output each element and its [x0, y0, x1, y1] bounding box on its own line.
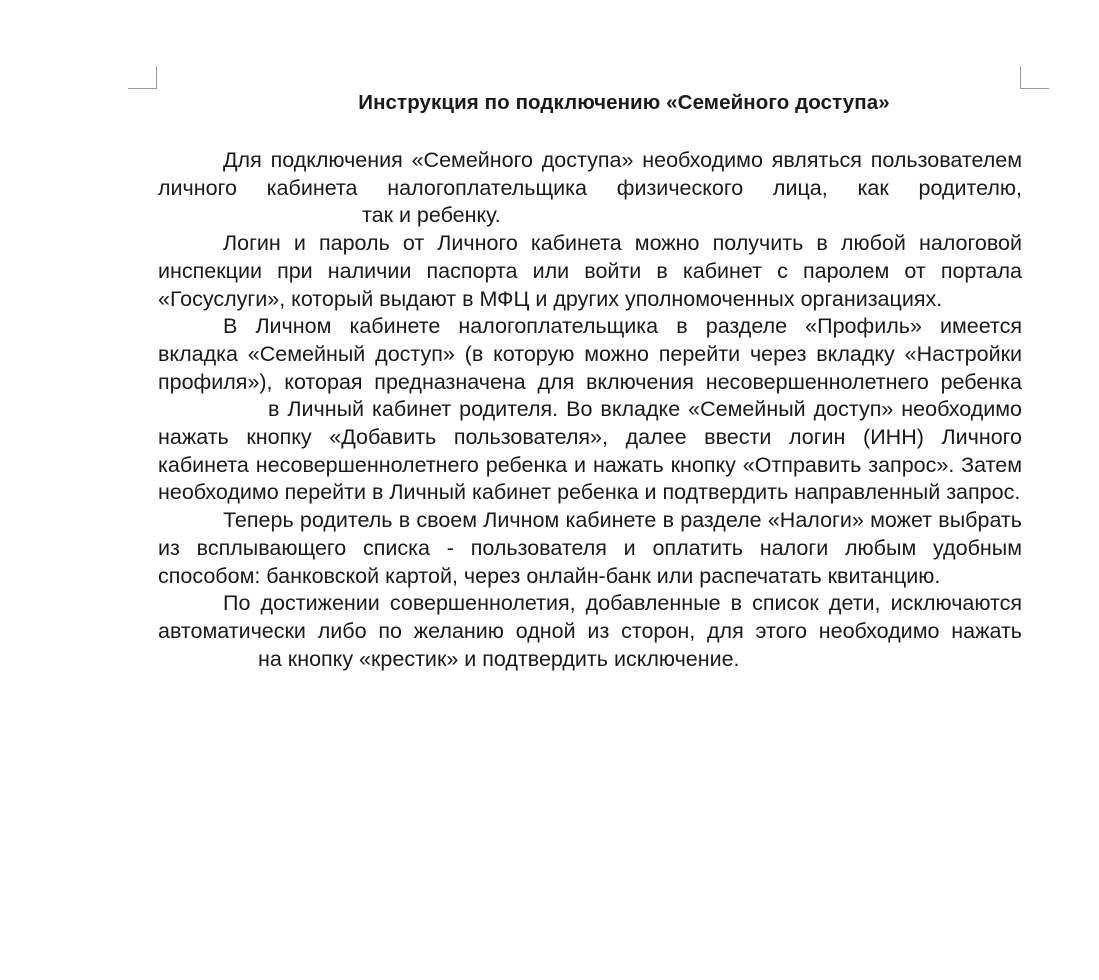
paragraph-1 — [158, 147, 1022, 230]
paragraph-1-part-1: Для подключения «Семейного доступа» необходимо являться пользователем личного кабинета налогоплательщика физического лица, как родителю, — [158, 148, 1022, 200]
page-margin-corner-top-left — [128, 66, 157, 89]
document-title: Инструкция по подключению «Семейного доступа» — [358, 91, 890, 114]
paragraph-5-part-2: на кнопку «крестик» и подтвердить исключение. — [258, 646, 740, 671]
paragraph-4: Теперь родитель в своем Личном кабинете в разделе «Налоги» может выбрать из всплывающего списка - пользователя и оплатить налоги любым удобным способом: банковской картой, через онлайн-банк или распечатать квитанцию. — [158, 508, 1022, 588]
paragraph-5-part-1: По достижении совершеннолетия, добавленные в список дети, исключаются автоматически либо по желанию одной из сторон, для этого необходимо нажать — [158, 591, 1022, 643]
paragraph-2: Логин и пароль от Личного кабинета можно получить в любой налоговой инспекции при наличии паспорта или войти в кабинет с паролем от портала «Госуслуги», который выдают в МФЦ и других уполномоченных организациях. — [158, 231, 1022, 311]
paragraph-1-part-2: так и ребенку. — [362, 203, 501, 228]
paragraph-3 — [158, 313, 1022, 507]
document-body — [158, 147, 1022, 673]
paragraph-3-part-2: в Личный кабинет родителя. Во вкладке «Семейный доступ» необходимо нажать кнопку «Добавить пользователя», далее ввести логин (ИНН) Личного кабинета несовершеннолетнего ребенка и нажать кнопку «Отправить запрос». Затем необходимо перейти в Личный кабинет ребенка и подтвердить направленный запрос. — [158, 397, 1022, 505]
paragraph-3-part-1: В Личном кабинете налогоплательщика в разделе «Профиль» имеется вкладка «Семейный доступ» (в которую можно перейти через вкладку «Настройки профиля»), которая предназначена для включения несовершеннолетнего ребенка — [158, 314, 1022, 394]
paragraph-5 — [158, 590, 1022, 673]
page-margin-corner-top-right — [1020, 66, 1049, 89]
